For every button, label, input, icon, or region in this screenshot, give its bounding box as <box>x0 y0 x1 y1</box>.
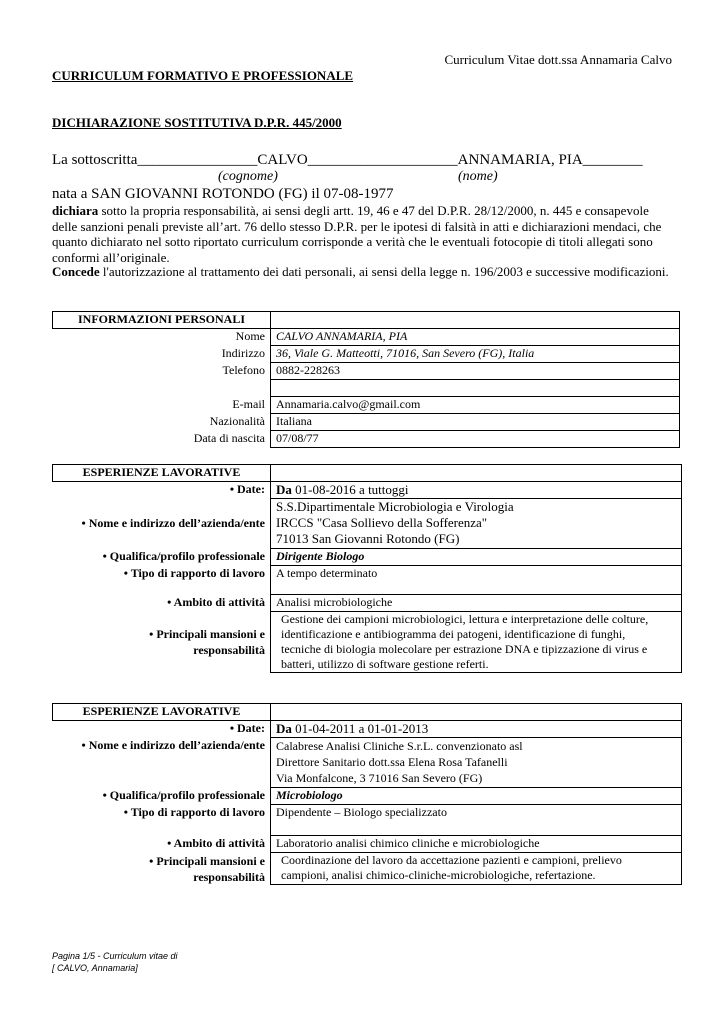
experience-heading: ESPERIENZE LAVORATIVE <box>53 465 271 482</box>
indirizzo-value: 36, Viale G. Matteotti, 71016, San Severo (FG), Italia <box>271 346 680 363</box>
email-label: E-mail <box>232 396 265 411</box>
scope-value: Laboratorio analisi chimico cliniche e microbiologiche <box>271 836 682 853</box>
contract-label: • Tipo di rapporto di lavoro <box>123 804 265 819</box>
email-value: Annamaria.calvo@gmail.com <box>271 397 680 414</box>
indirizzo-label: Indirizzo <box>221 345 265 360</box>
data-nascita-value: 07/08/77 <box>271 431 680 448</box>
duties-label-line: responsabilità <box>193 643 265 657</box>
data-nascita-label: Data di nascita <box>193 430 265 445</box>
date-da: Da <box>276 482 292 497</box>
duties-line: Gestione dei campioni microbiologici, lettura e interpretazione delle colture, <box>281 612 649 626</box>
duties-value <box>271 612 682 673</box>
personal-info-table <box>52 311 680 448</box>
dichiara-keyword: dichiara <box>52 203 99 218</box>
employer-value <box>271 738 682 788</box>
nazionalita-value: Italiana <box>271 414 680 431</box>
date-range: 01-08-2016 a tuttoggi <box>291 482 409 497</box>
duties-line: identificazione e antibiogramma dei patogeni, identificazione di funghi, <box>281 627 626 641</box>
declarant-line: La sottoscritta________________CALVO____________________ANNAMARIA, PIA________ <box>52 152 643 168</box>
duties-label <box>53 853 271 885</box>
concede-keyword: Concede <box>52 264 100 279</box>
concede-paragraph <box>52 264 672 280</box>
date-label: • Date: <box>229 482 265 496</box>
date-range: 01-04-2011 a 01-01-2013 <box>291 721 429 736</box>
employer-line: 71013 San Giovanni Rotondo (FG) <box>276 531 460 546</box>
date-label: • Date: <box>229 721 265 735</box>
date-da: Da <box>276 721 292 736</box>
empty-value <box>271 380 680 397</box>
scope-label: • Ambito di attività <box>167 594 265 609</box>
scope-label: • Ambito di attività <box>167 835 265 850</box>
experience-table-2 <box>52 703 682 885</box>
contract-value: Dipendente – Biologo specializzato <box>271 805 682 836</box>
nome-value: CALVO ANNAMARIA, PIA <box>271 329 680 346</box>
duties-line: campioni, analisi chimico-cliniche-microbiologiche, refertazione. <box>281 868 596 882</box>
dichiara-text: sotto la propria responsabilità, ai sensi degli artt. 19, 46 e 47 del D.P.R. 28/12/2000, n. 445 e consapevole delle sanzioni penali previste all’art. 76 dello stesso D.P.R. per le ipotesi di falsità in atti e dichiarazioni mendaci, che quanto dichiarato nel sotto riportato curriculum corrisponde a verità che le eventuali fotocopie di titoli allegati sono conformi all’originale. <box>52 203 662 265</box>
employer-line: Calabrese Analisi Cliniche S.r.L. convenzionato asl <box>276 739 523 753</box>
duties-line: Coordinazione del lavoro da accettazione pazienti e campioni, prelievo <box>281 853 622 867</box>
telefono-label: Telefono <box>222 362 265 377</box>
nazionalita-label: Nazionalità <box>209 413 265 428</box>
contract-value: A tempo determinato <box>271 566 682 595</box>
duties-line: tecniche di biologia molecolare per estrazione DNA e tipizzazione di virus e <box>281 642 648 656</box>
duties-label-line: • Principali mansioni e <box>149 853 265 868</box>
contract-label: • Tipo di rapporto di lavoro <box>123 565 265 580</box>
role-value: Dirigente Biologo <box>271 549 682 566</box>
concede-text: l'autorizzazione al trattamento dei dati personali, ai sensi della legge n. 196/2003 e successive modificazioni. <box>99 264 669 279</box>
role-label: • Qualifica/profilo professionale <box>102 548 265 563</box>
running-header: Curriculum Vitae dott.ssa Annamaria Calvo <box>444 52 672 67</box>
employer-line: S.S.Dipartimentale Microbiologia e Virologia <box>276 499 514 514</box>
personal-info-heading: INFORMAZIONI PERSONALI <box>53 312 271 329</box>
document-title: CURRICULUM FORMATIVO E PROFESSIONALE <box>52 68 354 83</box>
nome-label: Nome <box>235 329 265 343</box>
employer-line: Via Monfalcone, 3 71016 San Severo (FG) <box>276 771 483 785</box>
employer-label: • Nome e indirizzo dell’azienda/ente <box>81 516 265 530</box>
footer-name-line: [ CALVO, Annamaria] <box>52 963 138 973</box>
cognome-label: (cognome) <box>218 169 278 184</box>
dichiara-paragraph <box>52 203 672 265</box>
duties-line: batteri, utilizzo di software gestione referti. <box>281 657 489 671</box>
employer-value <box>271 499 682 549</box>
role-value: Microbiologo <box>271 788 682 805</box>
footer-page-line: Pagina 1/5 - Curriculum vitae di <box>52 951 178 961</box>
employer-label: • Nome e indirizzo dell’azienda/ente <box>81 737 265 752</box>
date-value <box>271 721 682 738</box>
experience-heading: ESPERIENZE LAVORATIVE <box>53 704 271 721</box>
document-subtitle: DICHIARAZIONE SOSTITUTIVA D.P.R. 445/2000 <box>52 115 342 130</box>
duties-value <box>271 853 682 885</box>
scope-value: Analisi microbiologiche <box>271 595 682 612</box>
role-label: • Qualifica/profilo professionale <box>102 787 265 802</box>
page-footer <box>52 950 178 974</box>
date-value <box>271 482 682 499</box>
employer-line: Direttore Sanitario dott.ssa Elena Rosa Tafanelli <box>276 755 508 769</box>
employer-line: IRCCS "Casa Sollievo della Sofferenza" <box>276 515 488 530</box>
telefono-value: 0882-228263 <box>271 363 680 380</box>
birth-line: nata a SAN GIOVANNI ROTONDO (FG) il 07-08-1977 <box>52 186 394 202</box>
empty-label <box>53 380 271 397</box>
experience-table-1 <box>52 464 682 673</box>
duties-label-line: • Principali mansioni e <box>149 627 265 641</box>
duties-label-line: responsabilità <box>193 869 265 884</box>
duties-label <box>53 612 271 673</box>
nome-label: (nome) <box>458 169 498 184</box>
